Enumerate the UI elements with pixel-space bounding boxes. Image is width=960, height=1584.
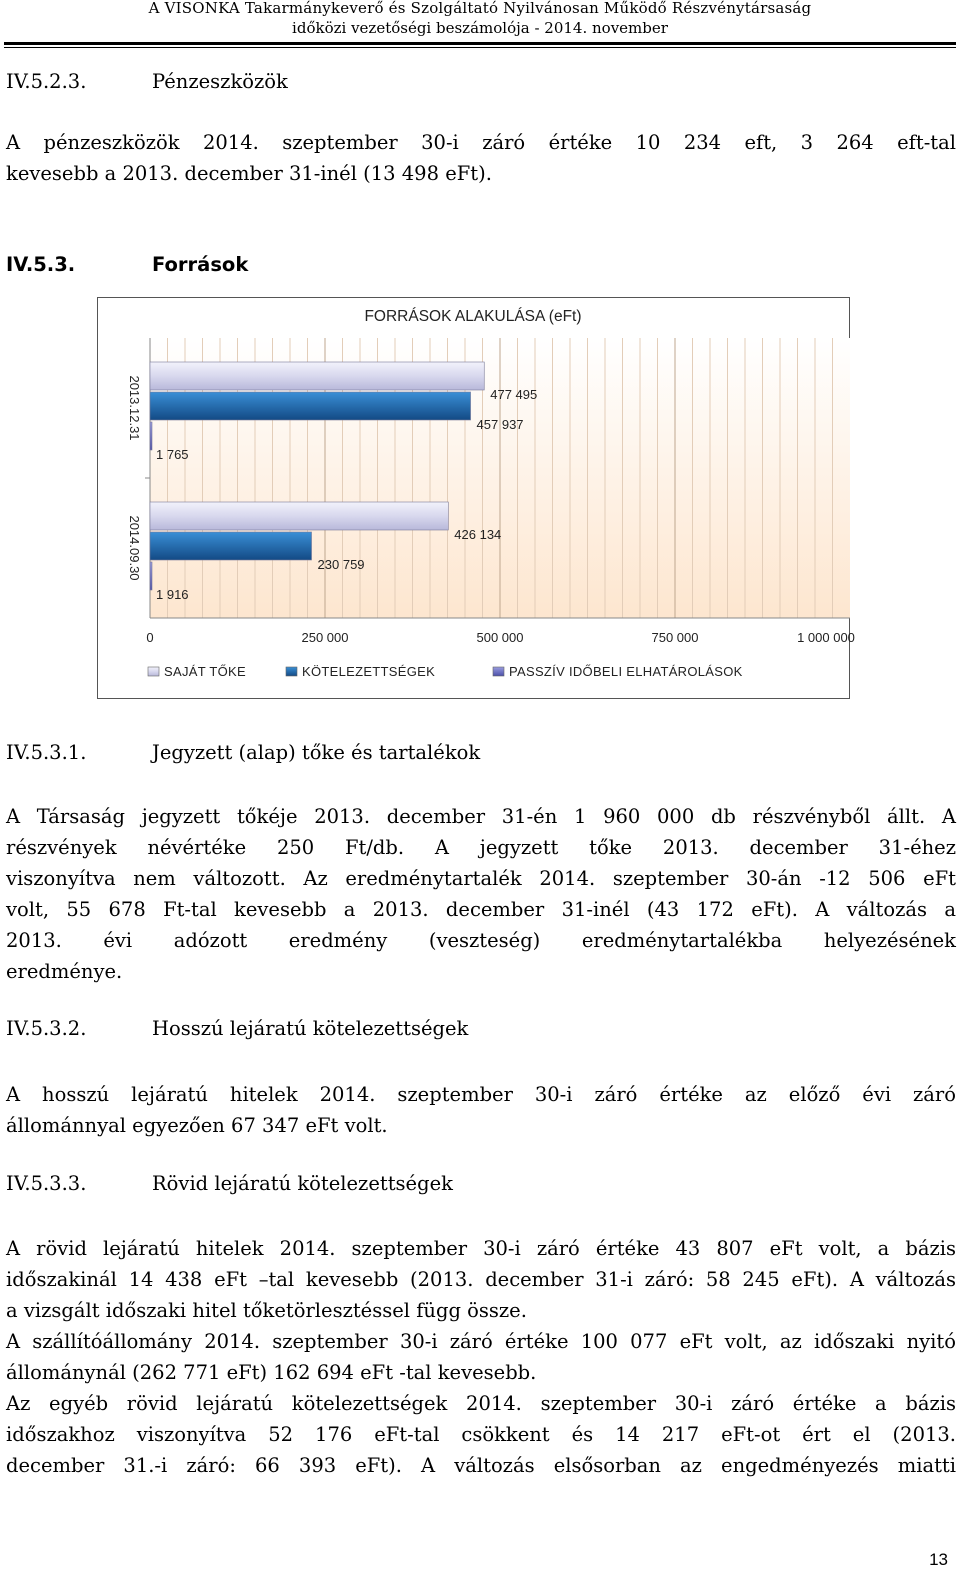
page-number: 13 [929,1550,948,1569]
section-number: IV.5.3.1. [6,741,87,764]
paragraph-line: A Társaság jegyzett tőkéje 2013. december 31-én 1 960 000 db részvényből állt. A [6,805,956,828]
bar-kötelezettségek [150,532,312,560]
legend-label: PASSZÍV IDŐBELI ELHATÁROLÁSOK [509,664,743,679]
header-report: időközi vezetőségi beszámolója - 2014. november [292,19,668,37]
section-number: IV.5.3.2. [6,1017,87,1040]
paragraph-line: december 31.-i záró: 66 393 eFt). A változás elsősorban az engedményezés miatti [6,1454,956,1477]
category-label: 2014.09.30 [127,515,142,581]
section-number: IV.5.2.3. [6,70,87,93]
section-number: IV.5.3.3. [6,1172,87,1195]
category-label: 2013.12.31 [127,375,142,441]
paragraph-line: a vizsgált időszaki hitel tőketörlesztéssel függ össze. [6,1299,527,1322]
bar-kötelezettségek [150,392,471,420]
section-title: Rövid lejáratú kötelezettségek [152,1172,453,1195]
paragraph-line: viszonyítva nem változott. Az eredménytartalék 2014. szeptember 30-án -12 506 eFt [6,867,956,890]
legend-swatch [493,667,504,676]
header-rule [4,42,956,45]
legend-label: KÖTELEZETTSÉGEK [302,664,436,679]
chart-frame [97,297,855,699]
paragraph-line: volt, 55 678 Ft-tal kevesebb a 2013. december 31-inél (43 172 eFt). A változás a [6,898,956,921]
legend-label: SAJÁT TŐKE [164,664,246,679]
data-label: 477 495 [490,387,538,402]
chart-title: FORRÁSOK ALAKULÁSA (eFt) [364,308,582,325]
x-tick-label: 0 [146,630,154,645]
paragraph-line: időszakinál 14 438 eFt –tal kevesebb (2013. december 31-i záró: 58 245 eFt). A változás [6,1268,956,1291]
bar-passzív-időbeli-elhatárolások [150,562,152,590]
legend-swatch [286,667,297,676]
section-title: Jegyzett (alap) tőke és tartalékok [152,741,481,764]
data-label: 230 759 [317,557,365,572]
x-tick-label: 500 000 [476,630,524,645]
section-number: IV.5.3. [6,253,76,276]
paragraph-line: állománnyal egyezően 67 347 eFt volt. [6,1114,388,1137]
data-label: 457 937 [476,417,524,432]
x-tick-label: 250 000 [301,630,349,645]
section-title: Pénzeszközök [152,70,288,93]
sources-bar-chart [98,298,855,698]
paragraph-line: állománynál (262 771 eFt) 162 694 eFt -tal kevesebb. [6,1361,537,1384]
paragraph-line: időszakhoz viszonyítva 52 176 eFt-tal csökkent és 14 217 eFt-ot ért el (2013. [6,1423,956,1446]
paragraph-line: A szállítóállomány 2014. szeptember 30-i záró értéke 100 077 eFt volt, az időszaki nyitó [6,1330,956,1353]
data-label: 426 134 [454,527,502,542]
x-tick-label: 750 000 [651,630,699,645]
x-tick-label: 1 000 000 [797,630,855,645]
section-title: Források [152,253,249,276]
section-title: Hosszú lejáratú kötelezettségek [152,1017,469,1040]
paragraph-line: A pénzeszközök 2014. szeptember 30-i záró értéke 10 234 eft, 3 264 eft-tal [6,131,956,154]
header-company: A VISONKA Takarmánykeverő és Szolgáltató Nyilvánosan Működő Részvénytársaság [148,0,812,17]
legend-swatch [148,667,159,676]
paragraph-line: részvények névértéke 250 Ft/db. A jegyzett tőke 2013. december 31-éhez [6,836,956,859]
bar-saját-tőke [150,362,484,390]
paragraph-line: A rövid lejáratú hitelek 2014. szeptember 30-i záró értéke 43 807 eFt volt, a bázis [6,1237,956,1260]
paragraph-line: kevesebb a 2013. december 31-inél (13 498 eFt). [6,162,492,185]
paragraph-line: Az egyéb rövid lejáratú kötelezettségek 2014. szeptember 30-i záró értéke a bázis [6,1392,956,1415]
bar-saját-tőke [150,502,448,530]
paragraph-line: 2013. évi adózott eredmény (veszteség) eredménytartalékba helyezésének [6,929,956,952]
header-rule-thin [4,47,956,48]
paragraph-line: eredménye. [6,960,123,983]
data-label: 1 916 [156,587,189,602]
paragraph-line: A hosszú lejáratú hitelek 2014. szeptember 30-i záró értéke az előző évi záró [6,1083,956,1106]
bar-passzív-időbeli-elhatárolások [150,422,152,450]
data-label: 1 765 [156,447,189,462]
